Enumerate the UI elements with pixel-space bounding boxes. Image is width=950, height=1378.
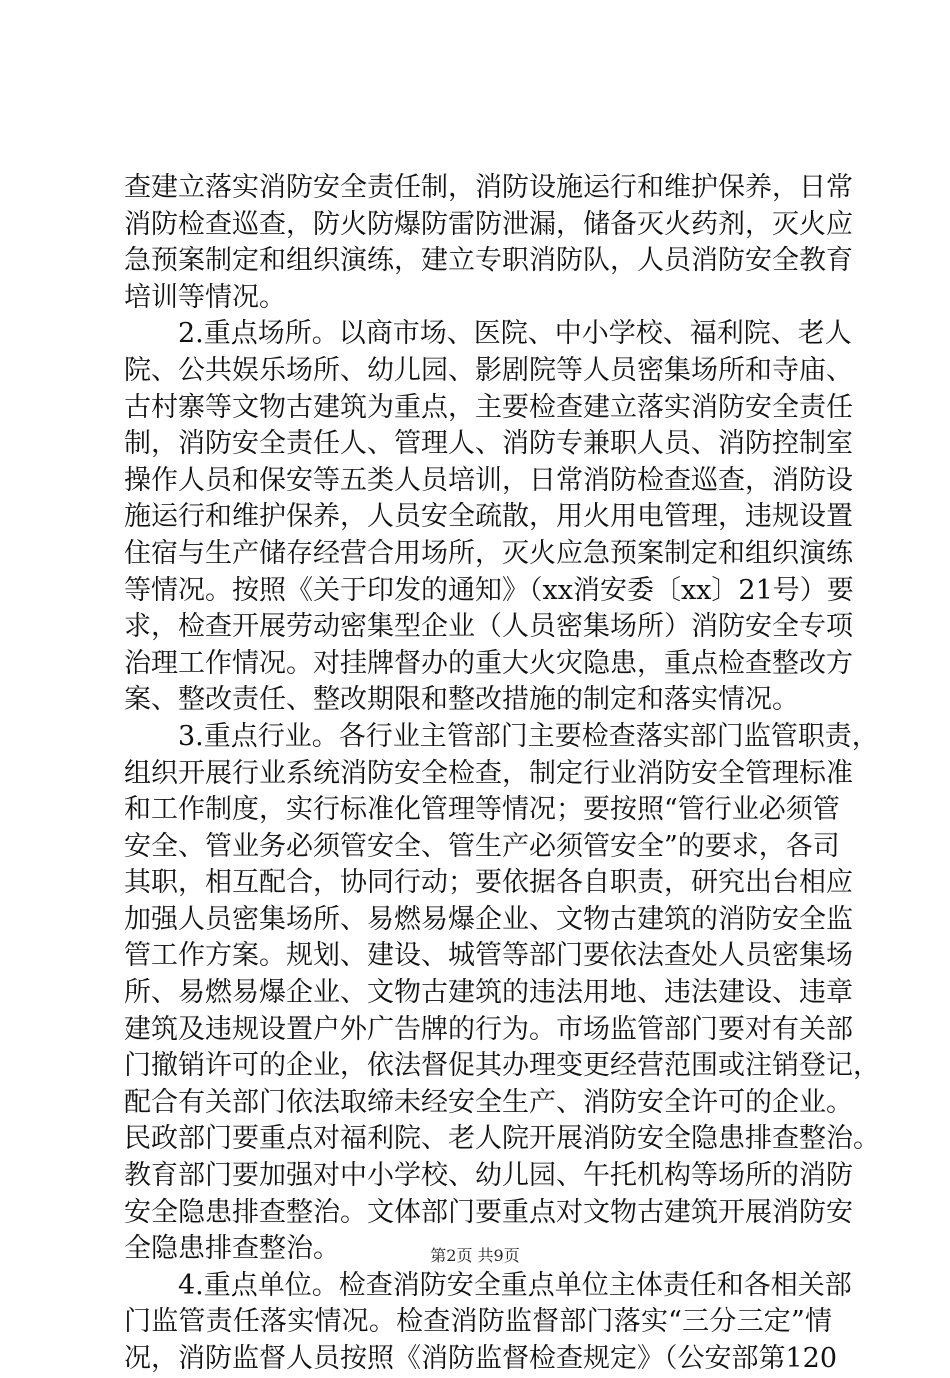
text-line: 治理工作情况。对挂牌督办的重大火灾隐患，重点检查整改方 (124, 647, 853, 679)
text-line: 况，消防监督人员按照《消防监督检查规定》（公安部第120 (124, 1343, 838, 1374)
text-line: 培训等情况。 (124, 281, 286, 313)
text-line: 和工作制度，实行标准化管理等情况；要按照“管行业必须管 (124, 794, 840, 826)
text-line: 所、易燃易爆企业、文物古建筑的违法用地、违法建设、违章 (124, 977, 853, 1009)
text-line: 4.重点单位。检查消防安全重点单位主体责任和各相关部 (178, 1269, 852, 1301)
text-line: 急预案制定和组织演练，建立专职消防队，人员消防安全教育 (124, 245, 853, 277)
text-line: 组织开展行业系统消防安全检查，制定行业消防安全管理标准 (124, 757, 853, 789)
text-line: 加强人员密集场所、易燃易爆企业、文物古建筑的消防安全监 (124, 903, 853, 935)
text-line: 配合有关部门依法取缔未经安全生产、消防安全许可的企业。 (124, 1086, 853, 1118)
text-line: 安全、管业务必须管安全、管生产必须管安全”的要求，各司 (124, 830, 840, 862)
text-line: 施运行和维护保养，人员安全疏散，用火用电管理，违规设置 (124, 501, 853, 533)
text-line: 民政部门要重点对福利院、老人院开展消防安全隐患排查整治。 (124, 1123, 880, 1155)
text-line: 制，消防安全责任人、管理人、消防专兼职人员、消防控制室 (124, 428, 853, 460)
text-line: 其职，相互配合，协同行动；要依据各自职责，研究出台相应 (124, 867, 853, 899)
text-line: 建筑及违规设置户外广告牌的行为。市场监管部门要对有关部 (124, 1013, 853, 1045)
text-line: 3.重点行业。各行业主管部门主要检查落实部门监管职责， (178, 720, 879, 752)
text-line: 等情况。按照《关于印发的通知》（xx消安委〔xx〕21号）要 (124, 574, 854, 606)
text-line: 门撤销许可的企业，依法督促其办理变更经营范围或注销登记， (124, 1050, 880, 1082)
text-line: 案、整改责任、整改期限和整改措施的制定和落实情况。 (124, 684, 799, 716)
text-line: 查建立落实消防安全责任制，消防设施运行和维护保养，日常 (124, 172, 853, 203)
text-line: 住宿与生产储存经营合用场所，灭火应急预案制定和组织演练 (124, 537, 853, 569)
text-line: 教育部门要加强对中小学校、幼儿园、午托机构等场所的消防 (124, 1160, 853, 1192)
page-footer: 第2页 共9页 (430, 1246, 520, 1265)
text-line: 求，检查开展劳动密集型企业（人员密集场所）消防安全专项 (124, 611, 853, 643)
text-line: 院、公共娱乐场所、幼儿园、影剧院等人员密集场所和寺庙、 (124, 354, 853, 386)
text-line: 古村寨等文物古建筑为重点，主要检查建立落实消防安全责任 (124, 391, 853, 423)
document-body (124, 170, 880, 1378)
text-line: 门监管责任落实情况。检查消防监督部门落实“三分三定”情 (124, 1306, 832, 1338)
text-line: 操作人员和保安等五类人员培训，日常消防检查巡查，消防设 (124, 464, 853, 496)
text-line: 2.重点场所。以商市场、医院、中小学校、福利院、老人 (178, 318, 852, 350)
text-line: 管工作方案。规划、建设、城管等部门要依法查处人员密集场 (124, 940, 853, 972)
text-line: 全隐患排查整治。 (124, 1233, 340, 1265)
text-line: 消防检查巡查，防火防爆防雷防泄漏，储备灭火药剂，灭火应 (124, 208, 853, 240)
text-line: 安全隐患排查整治。文体部门要重点对文物古建筑开展消防安 (124, 1196, 853, 1228)
